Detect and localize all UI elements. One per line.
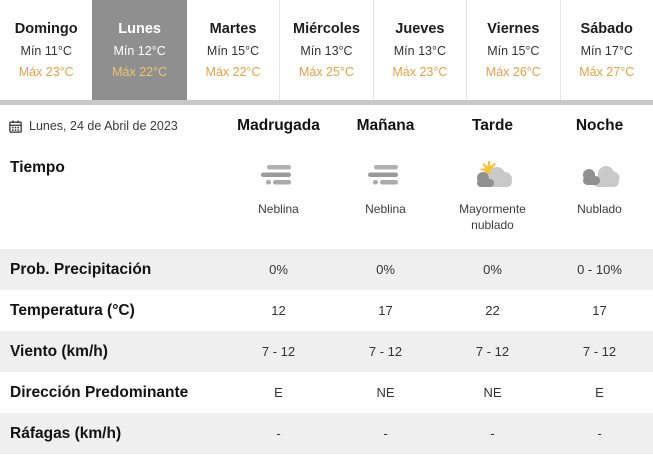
- weather-cell-manana: [332, 147, 439, 249]
- day-tab-jueves[interactable]: [373, 0, 466, 100]
- day-name: Miércoles: [293, 21, 360, 37]
- day-tab-miercoles[interactable]: [279, 0, 372, 100]
- mostly-cloudy-icon: [470, 161, 516, 191]
- day-min-temp: Mín 12°C: [113, 44, 166, 58]
- row-value: -: [276, 426, 281, 441]
- row-value: 0%: [483, 262, 502, 277]
- calendar-icon: [8, 119, 23, 134]
- day-tab-lunes-selected[interactable]: [92, 0, 185, 100]
- row-value: 7 - 12: [582, 344, 617, 359]
- row-value: -: [383, 426, 388, 441]
- weather-label: Mayormente nublado: [459, 202, 526, 233]
- row-value: NE: [483, 385, 502, 400]
- day-max-temp: Máx 23°C: [18, 65, 74, 79]
- weather-condition-row: [0, 147, 653, 249]
- day-name: Viernes: [487, 21, 540, 37]
- weather-label: Neblina: [365, 202, 406, 216]
- row-value: 22: [485, 303, 500, 318]
- row-label: Dirección Predominante: [10, 383, 189, 401]
- day-max-temp: Máx 26°C: [485, 65, 541, 79]
- row-value: 0%: [269, 262, 288, 277]
- day-name: Lunes: [118, 21, 161, 37]
- day-max-temp: Máx 23°C: [392, 65, 448, 79]
- row-label: Temperatura (°C): [10, 301, 135, 319]
- day-max-temp: Máx 22°C: [112, 65, 168, 79]
- detail-table-header: [0, 105, 653, 147]
- day-name: Jueves: [395, 21, 445, 37]
- day-min-temp: Mín 13°C: [300, 44, 353, 58]
- row-label: Viento (km/h): [10, 342, 108, 360]
- row-value: 17: [378, 303, 393, 318]
- column-header-madrugada: Madrugada: [237, 117, 320, 134]
- fog-icon: [364, 161, 408, 191]
- column-header-tarde: Tarde: [471, 117, 514, 134]
- row-label: Tiempo: [10, 159, 65, 176]
- day-max-temp: Máx 27°C: [579, 65, 635, 79]
- row-value: E: [595, 385, 604, 400]
- day-tab-viernes[interactable]: [466, 0, 559, 100]
- date-label: Lunes, 24 de Abril de 2023: [29, 119, 178, 133]
- day-max-temp: Máx 25°C: [298, 65, 354, 79]
- cloudy-icon: [577, 161, 623, 191]
- day-min-temp: Mín 11°C: [20, 44, 72, 58]
- weather-cell-madrugada: [225, 147, 332, 249]
- day-min-temp: Mín 13°C: [393, 44, 447, 58]
- row-value: 7 - 12: [368, 344, 403, 359]
- column-header-noche: Noche: [575, 117, 624, 134]
- row-value: NE: [376, 385, 395, 400]
- row-value: 0 - 10%: [577, 262, 622, 277]
- row-value: E: [274, 385, 283, 400]
- row-label: Prob. Precipitación: [10, 260, 152, 278]
- selected-date: [0, 119, 225, 134]
- week-day-tabs: [0, 0, 653, 100]
- column-header-manana: Mañana: [356, 117, 415, 134]
- day-max-temp: Máx 22°C: [205, 65, 261, 79]
- day-tab-martes[interactable]: [186, 0, 279, 100]
- table-row-wind-direction: [0, 372, 653, 413]
- table-row-precipitation: [0, 249, 653, 290]
- row-value: 12: [271, 303, 286, 318]
- table-row-gusts: [0, 413, 653, 454]
- weather-label: Nublado: [577, 202, 622, 216]
- weather-cell-tarde: [439, 147, 546, 249]
- table-row-wind: [0, 331, 653, 372]
- day-min-temp: Mín 17°C: [580, 44, 633, 58]
- day-min-temp: Mín 15°C: [487, 44, 540, 58]
- day-min-temp: Mín 15°C: [206, 44, 260, 58]
- day-tab-sabado[interactable]: [560, 0, 653, 100]
- day-name: Domingo: [14, 21, 78, 37]
- day-name: Sábado: [580, 21, 633, 37]
- fog-icon: [257, 161, 301, 191]
- day-name: Martes: [209, 21, 257, 37]
- weather-cell-noche: [546, 147, 653, 249]
- row-value: 7 - 12: [475, 344, 510, 359]
- row-value: -: [490, 426, 495, 441]
- row-value: 0%: [376, 262, 395, 277]
- row-label: Ráfagas (km/h): [10, 424, 122, 442]
- day-tab-domingo[interactable]: [0, 0, 92, 100]
- weather-label: Neblina: [258, 202, 299, 216]
- row-value: 17: [592, 303, 607, 318]
- row-value: -: [597, 426, 602, 441]
- table-row-temperature: [0, 290, 653, 331]
- row-value: 7 - 12: [261, 344, 296, 359]
